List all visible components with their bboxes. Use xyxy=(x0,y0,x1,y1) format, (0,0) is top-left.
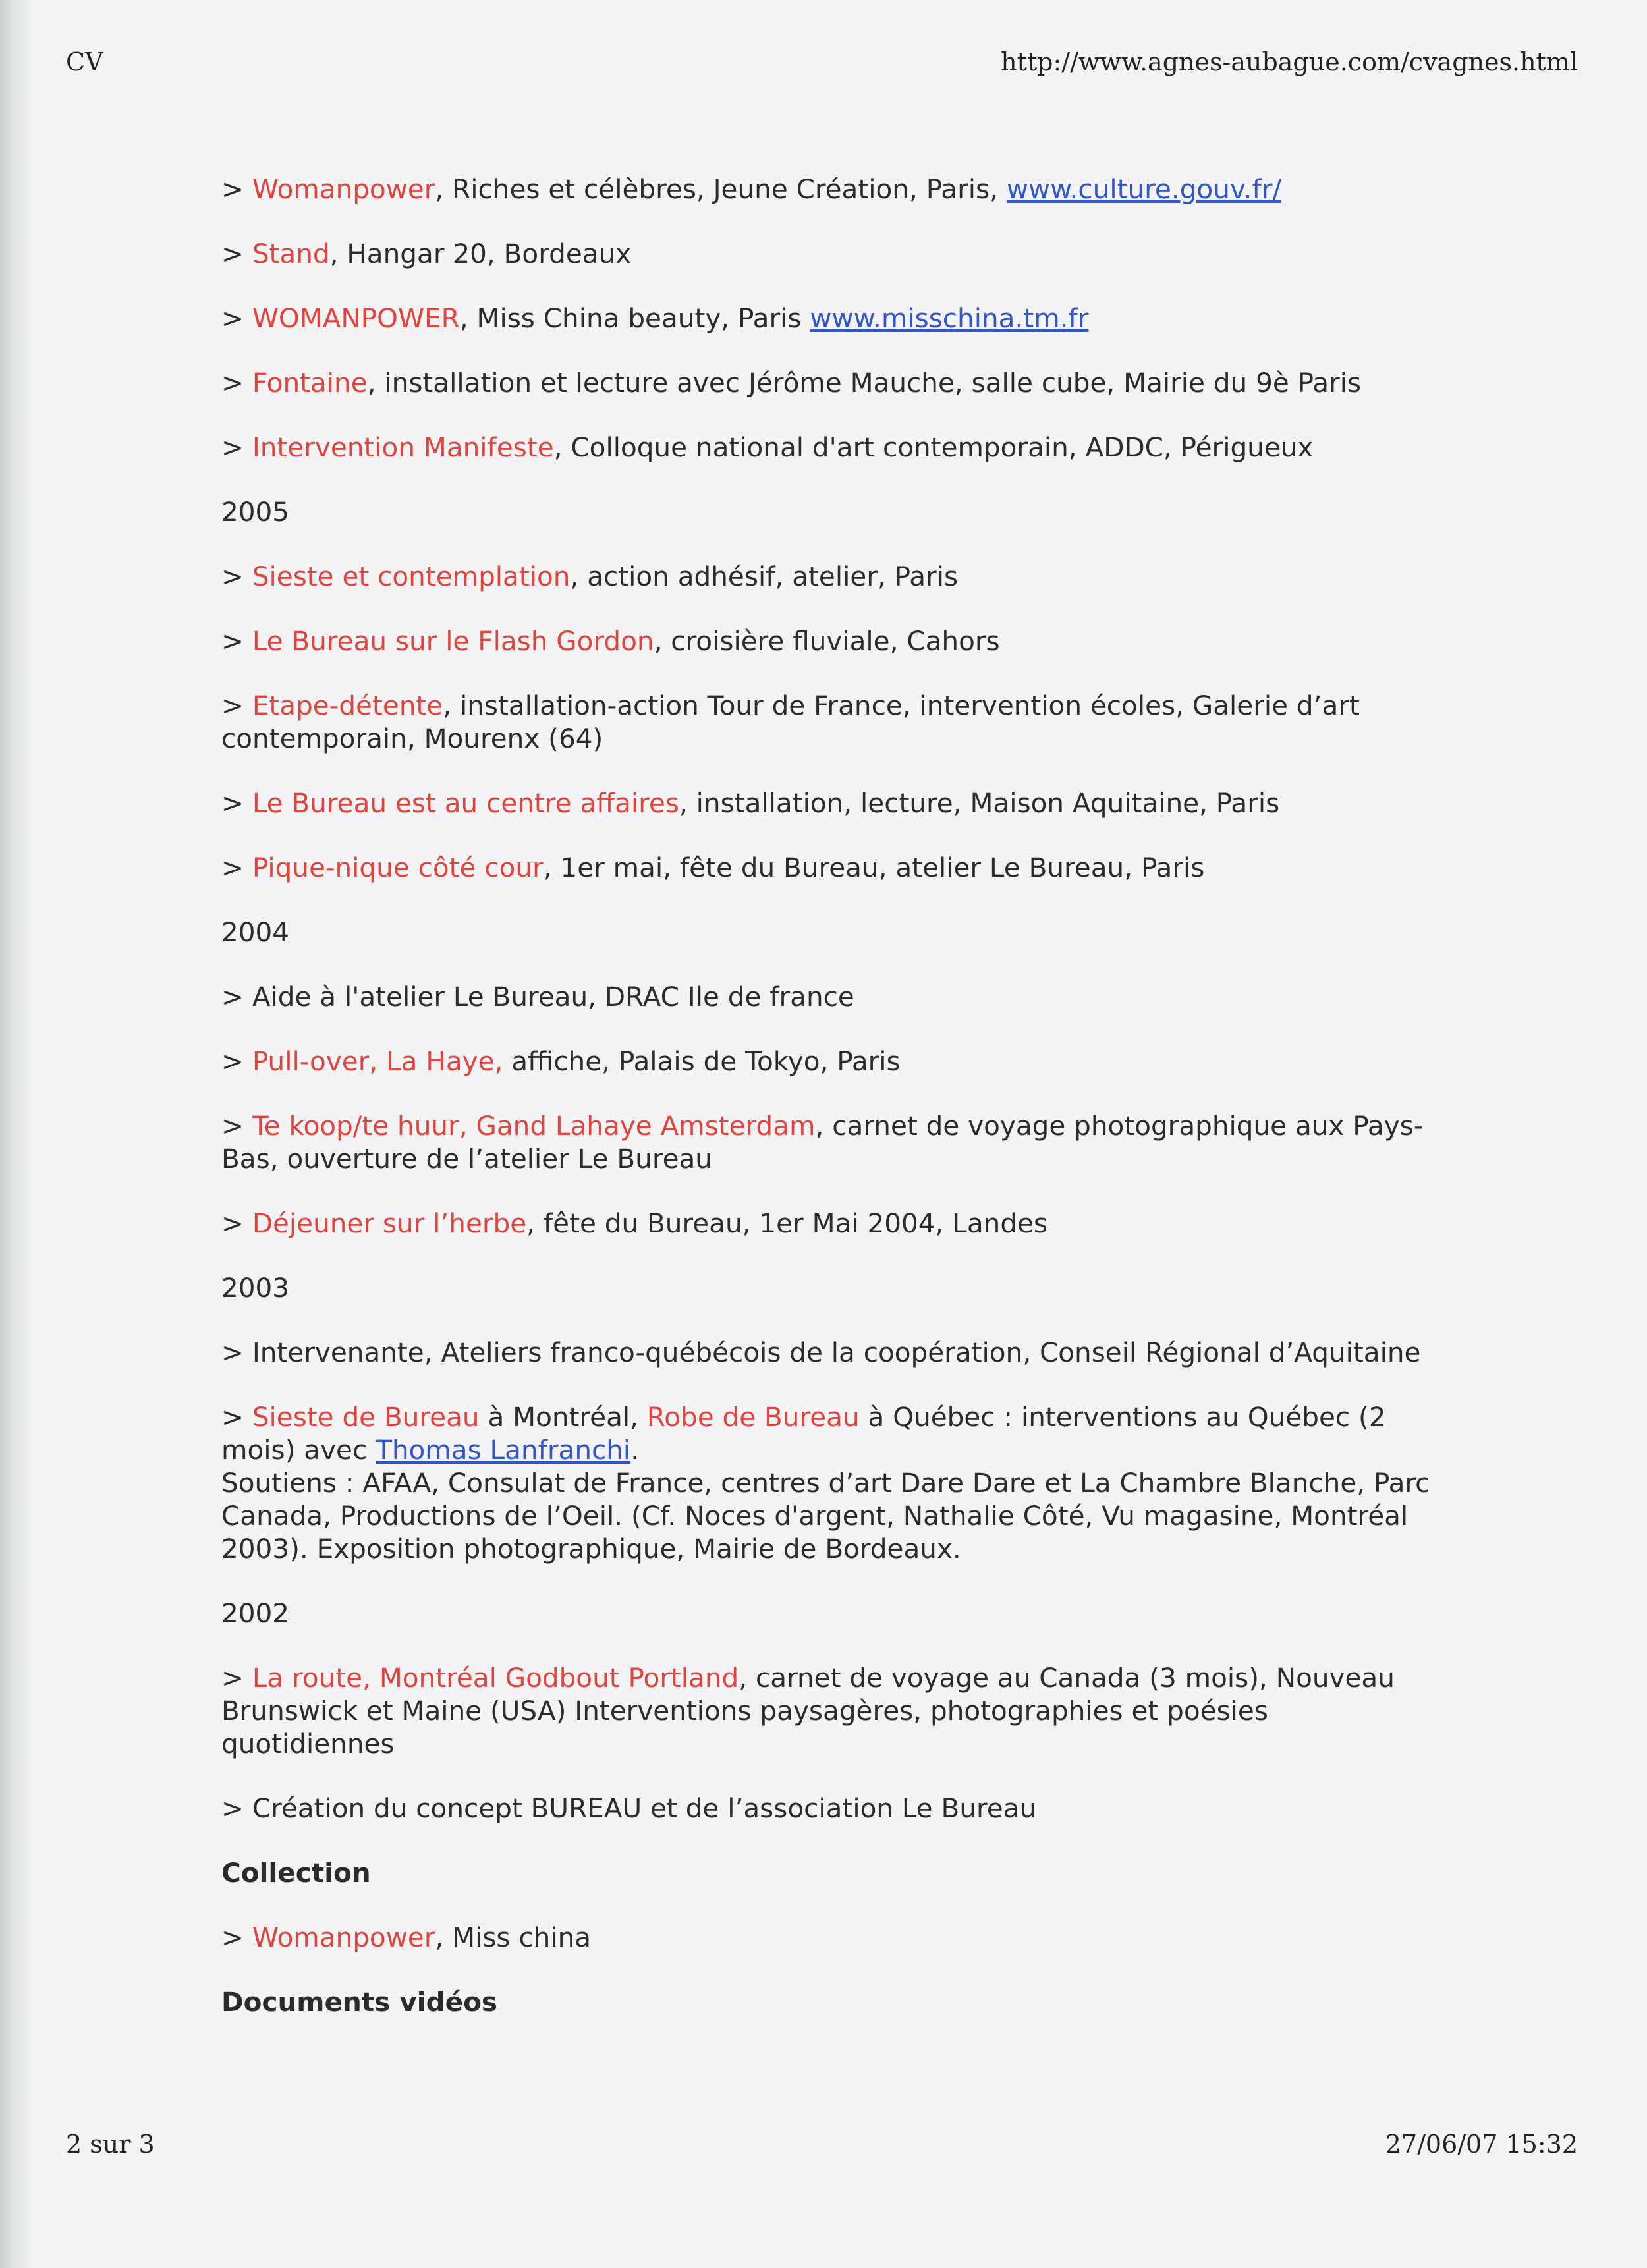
list-item xyxy=(221,1661,1447,1760)
list-item xyxy=(221,1207,1447,1240)
year-heading: 2005 xyxy=(221,496,290,528)
list-item xyxy=(221,689,1447,755)
list-item xyxy=(221,173,1447,206)
entry-title: Pull-over, La Haye, xyxy=(252,1045,503,1077)
entry-text: , Miss china xyxy=(435,1922,592,1953)
list-item-quebec xyxy=(221,1400,1447,1565)
list-item xyxy=(221,1109,1447,1175)
entry-text: , 1er mai, fête du Bureau, atelier Le Bureau, Paris xyxy=(543,852,1205,883)
bullet-marker: > xyxy=(221,1792,252,1824)
list-item xyxy=(221,1336,1447,1369)
print-datetime: 27/06/07 15:32 xyxy=(1385,2130,1578,2159)
bullet-marker: > xyxy=(221,431,252,463)
list-item xyxy=(221,431,1447,464)
header-url: http://www.agnes-aubague.com/cvagnes.html xyxy=(1001,47,1578,76)
entry-title: Te koop/te huur, Gand Lahaye Amsterdam xyxy=(252,1110,816,1142)
entry-title: Le Bureau sur le Flash Gordon xyxy=(252,625,654,657)
entry-title: Fontaine xyxy=(252,367,368,399)
entry-text: Création du concept BUREAU et de l’association Le Bureau xyxy=(252,1792,1037,1824)
entry-title: Etape-détente xyxy=(252,690,443,721)
bullet-marker: > xyxy=(221,367,252,399)
entry-text: , Riches et célèbres, Jeune Création, Paris, xyxy=(435,173,1007,205)
entry-title: Sieste et contemplation xyxy=(252,561,571,592)
thomas-lanfranchi-link[interactable]: Thomas Lanfranchi xyxy=(376,1434,631,1466)
list-item xyxy=(221,1045,1447,1078)
soutiens-text: Soutiens : AFAA, Consulat de France, centres d’art Dare Dare et La Chambre Blanche, Parc Canada, Productions de l’Oeil. (Cf. Noces d'argent, Nathalie Côté, Vu magasine, Montréal 2003). Exposition photographique, Mairie de Bordeaux. xyxy=(221,1467,1430,1564)
entry-title: Le Bureau est au centre affaires xyxy=(252,787,679,819)
bullet-marker: > xyxy=(221,1337,252,1368)
entry-text: à Québec : interventions au Québec (2 mois) avec xyxy=(221,1401,1386,1466)
list-item xyxy=(221,851,1447,884)
culture-link[interactable]: www.culture.gouv.fr/ xyxy=(1006,173,1282,205)
scan-edge xyxy=(0,0,34,2268)
entry-text: , installation, lecture, Maison Aquitaine, Paris xyxy=(679,787,1280,819)
bullet-marker: > xyxy=(221,852,252,883)
bullet-marker: > xyxy=(221,1045,252,1077)
year-heading: 2002 xyxy=(221,1597,290,1629)
list-item xyxy=(221,237,1447,270)
entry-title: WOMANPOWER xyxy=(252,302,460,334)
bullet-marker: > xyxy=(221,1401,252,1433)
header-title: CV xyxy=(66,47,103,76)
page-number: 2 sur 3 xyxy=(66,2130,155,2159)
entry-text: , installation et lecture avec Jérôme Mauche, salle cube, Mairie du 9è Paris xyxy=(367,367,1362,399)
bullet-marker: > xyxy=(221,981,252,1012)
list-item xyxy=(221,980,1447,1013)
list-item xyxy=(221,1921,1447,1954)
entry-text: à Montréal, xyxy=(479,1401,647,1433)
entry-title: Womanpower xyxy=(252,173,435,205)
bullet-marker: > xyxy=(221,625,252,657)
entry-text: , carnet de voyage photographique aux Pays-Bas, ouverture de l’atelier Le Bureau xyxy=(221,1110,1424,1175)
entry-title: La route, Montréal Godbout Portland xyxy=(252,1662,739,1694)
bullet-marker: > xyxy=(221,1662,252,1694)
entry-text: , Miss China beauty, Paris xyxy=(459,302,810,334)
year-heading: 2004 xyxy=(221,916,290,948)
bullet-marker: > xyxy=(221,690,252,721)
bullet-marker: > xyxy=(221,787,252,819)
entry-text: affiche, Palais de Tokyo, Paris xyxy=(503,1045,901,1077)
entry-text: Aide à l'atelier Le Bureau, DRAC Ile de france xyxy=(252,981,854,1012)
list-item xyxy=(221,624,1447,657)
list-item xyxy=(221,787,1447,819)
list-item xyxy=(221,1792,1447,1825)
list-item xyxy=(221,560,1447,593)
bullet-marker: > xyxy=(221,1110,252,1142)
cv-content xyxy=(221,173,1447,2050)
bullet-marker: > xyxy=(221,1207,252,1239)
entry-title: Stand xyxy=(252,238,330,269)
entry-text: , carnet de voyage au Canada (3 mois), Nouveau Brunswick et Maine (USA) Interventions paysagères, photographies et poésies quotidiennes xyxy=(221,1662,1395,1759)
bullet-marker: > xyxy=(221,238,252,269)
bullet-marker: > xyxy=(221,302,252,334)
entry-title: Robe de Bureau xyxy=(646,1401,860,1433)
entry-text: Intervenante, Ateliers franco-québécois de la coopération, Conseil Régional d’Aquitaine xyxy=(252,1337,1421,1368)
entry-title: Sieste de Bureau xyxy=(252,1401,480,1433)
bullet-marker: > xyxy=(221,173,252,205)
documents-videos-heading: Documents vidéos xyxy=(221,1986,498,2018)
entry-title: Intervention Manifeste xyxy=(252,431,554,463)
misschina-link[interactable]: www.misschina.tm.fr xyxy=(810,302,1089,334)
entry-text: , Hangar 20, Bordeaux xyxy=(329,238,632,269)
bullet-marker: > xyxy=(221,561,252,592)
list-item xyxy=(221,366,1447,399)
collection-heading: Collection xyxy=(221,1857,371,1889)
list-item xyxy=(221,302,1447,335)
entry-text: , croisière fluviale, Cahors xyxy=(654,625,1000,657)
bullet-marker: > xyxy=(221,1922,252,1953)
entry-title: Womanpower xyxy=(252,1922,435,1953)
entry-text: , Colloque national d'art contemporain, ADDC, Périgueux xyxy=(553,431,1314,463)
entry-text: , action adhésif, atelier, Paris xyxy=(570,561,959,592)
entry-text: . xyxy=(630,1434,640,1466)
entry-title: Pique-nique côté cour xyxy=(252,852,544,883)
entry-title: Déjeuner sur l’herbe xyxy=(252,1207,527,1239)
year-heading: 2003 xyxy=(221,1272,290,1304)
entry-text: , installation-action Tour de France, intervention écoles, Galerie d’art contemporain, Mourenx (64) xyxy=(221,690,1360,754)
entry-text: , fête du Bureau, 1er Mai 2004, Landes xyxy=(526,1207,1048,1239)
